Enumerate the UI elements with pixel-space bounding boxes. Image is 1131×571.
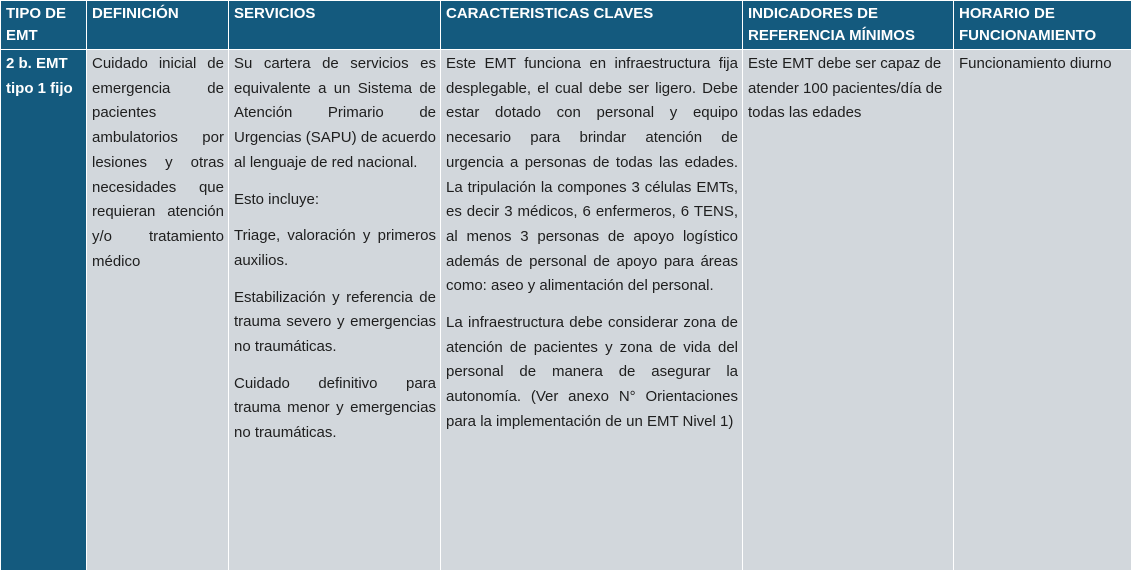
header-definicion: DEFINICIÓN <box>87 1 229 50</box>
cell-tipo <box>1 50 87 571</box>
header-tipo: TIPO DE EMT <box>1 1 87 50</box>
cell-horario: Funcionamiento diurno <box>954 50 1131 571</box>
servicios-paragraph: Triage, valoración y primeros auxilios. <box>234 227 436 269</box>
servicios-paragraph: Estabilización y referencia de trauma severo y emergencias no traumáticas. <box>234 288 436 356</box>
servicios-paragraph: Esto incluye: <box>234 190 320 208</box>
cell-definicion: Cuidado inicial de emergencia de pacientes ambulatorios por lesiones y otras necesidades que requieran atención y/o tratamiento médico <box>87 50 229 571</box>
header-servicios: SERVICIOS <box>229 1 441 50</box>
table-row <box>1 50 1131 571</box>
cell-indicadores: Este EMT debe ser capaz de atender 100 pacientes/día de todas las edades <box>743 50 954 571</box>
header-horario: HORARIO DE FUNCIONAMIENTO <box>954 1 1131 50</box>
cell-servicios <box>229 50 441 571</box>
header-caracteristicas: CARACTERISTICAS CLAVES <box>441 1 743 50</box>
caracteristicas-paragraph: La infraestructura debe considerar zona de atención de pacientes y zona de vida del personal de manera de asegurar la autonomía. (Ver anexo N° Orientaciones para la implementación de un EMT Nivel 1) <box>446 314 738 430</box>
caracteristicas-paragraph: Este EMT funciona en infraestructura fija desplegable, el cual debe ser ligero. Debe estar dotado con personal y equipo necesario para brindar atención de urgencia a personas de todas las edades. La tripulación la compones 3 células EMTs, es decir 3 médicos, 6 enfermeros, 6 TENS, al menos 3 personas de apoyo logístico además de personal de apoyo para áreas como: aseo y alimentación del personal. <box>446 55 738 295</box>
header-row <box>1 1 1131 50</box>
cell-caracteristicas <box>441 50 743 571</box>
tipo-label: 2 b. EMT tipo 1 fijo <box>6 55 73 97</box>
servicios-paragraph: Su cartera de servicios es equivalente a un Sistema de Atención Primario de Urgencias (SAPU) de acuerdo al lenguaje de red nacional. <box>234 55 436 171</box>
header-indicadores: INDICADORES DE REFERENCIA MÍNIMOS <box>743 1 954 50</box>
servicios-paragraph: Cuidado definitivo para trauma menor y emergencias no traumáticas. <box>234 374 436 442</box>
